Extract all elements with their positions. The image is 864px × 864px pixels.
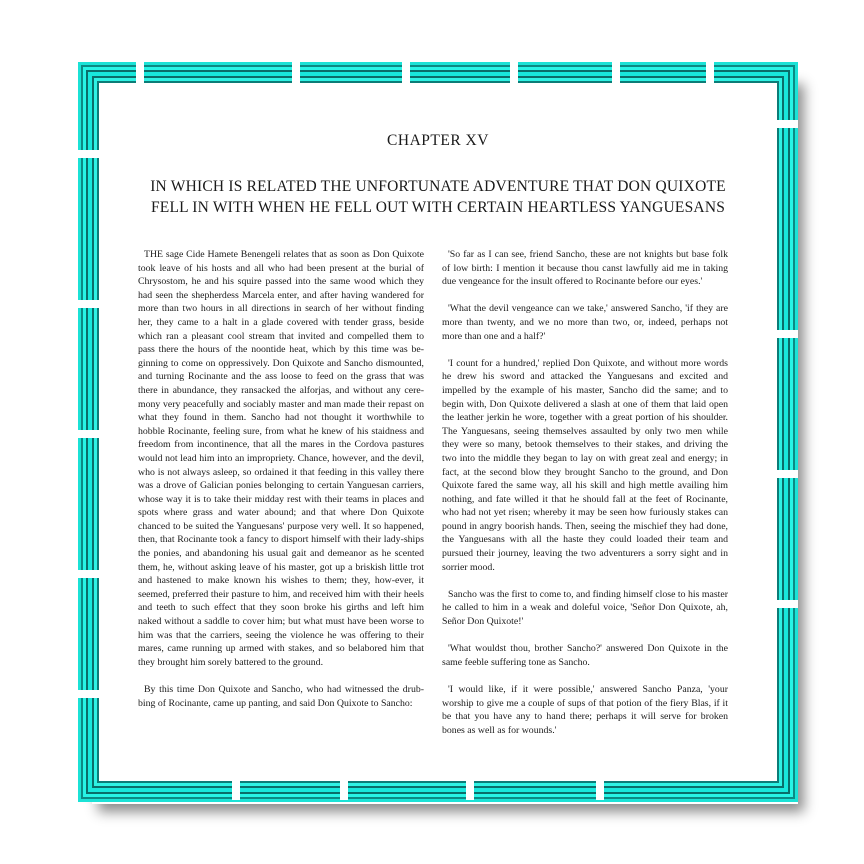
frame-gap [612, 62, 620, 92]
frame-gap [596, 768, 604, 800]
frame-gap [232, 768, 240, 800]
right-text-column [442, 248, 728, 751]
frame-gap [466, 768, 474, 800]
frame-gap [706, 62, 714, 92]
frame-gap [340, 768, 348, 800]
paragraph: 'I would like, if it were possible,' answered Sancho Panza, 'your worship to give me a couple of sups of that potion of the fiery Blas, if it be that you have any to hand there; perhaps it will serve for broken bones as well as for wounds.' [442, 684, 728, 736]
paragraph: 'What wouldst thou, brother Sancho?' answered Don Quixote in the same feeble suffering tone as Sancho. [442, 643, 728, 668]
paragraph: 'I count for a hundred,' replied Don Quixote, and without more words he drew his sword and attacked the Yanguesans and excited and impelled by the example of his master, Sancho did the same; and to begin with, Don Quixote delivered a slash at one of them that laid open the leather jerkin he wore, together with a great portion of his shoulder. The Yanguesans, seeing themselves assaulted by only two men while they were so many, betook themselves to their stakes, and driving the two into the middle they began to lay on with great zeal and energy; in fact, at the second blow they brought Sancho to the ground, and Don Quixote fared the same way, all his skill and high mettle availing him nothing, and fate willed it that he should fall at the feet of Rocinante, who had not yet risen; whereby it may be seen how furiously stakes can pound in angry boorish hands. Then, seeing the mischief they had done, the Yanguesans with all the haste they could loaded their team and pursued their journey, leaving the two adventurers a sorry sight and in sorrier mood. [442, 357, 728, 573]
left-text-column [138, 248, 424, 724]
frame-gap [402, 62, 410, 92]
frame-gap [292, 62, 300, 92]
book-page [108, 92, 768, 772]
paragraph: THE sage Cide Hamete Benengeli relates that as soon as Don Quixote took leave of his hosts and all who had been present at the burial of Chrysostom, he and his squire passed into the same wood which they had seen the shepherdess Marcela enter, and after having wandered for more than two hours in all directions in search of her without finding her, they came to a halt in a glade covered with tender grass, beside which ran a pleasant cool stream that invited and compelled them to pass there the hours of the noontide heat, which by this time was be-ginning to come on oppressively. Don Quixote and Sancho dismounted, and turning Rocinante and the ass loose to feed on the grass that was there in abundance, they ransacked the alforjas, and without any cere-mony very peacefully and sociably master and man made their repast on what they found in them. Sancho had not thought it worthwhile to hobble Rocinante, feeling sure, from what he knew of his staidness and freedom from incontinence, that all the mares in the Cordova pastures would not lead him into an impropriety. Chance, however, and the devil, who is not always asleep, so ordained it that feeding in this valley there was a drove of Galician ponies belonging to certain Yanguesan carriers, whose way it is to take their midday rest with their teams in places and spots where grass and water abound; and that where Don Quixote chanced to be suited the Yanguesans' purpose very well. It so happened, then, that Rocinante took a fancy to disport himself with their lady-ships the ponies, and abandoning his usual gait and demeanor as he scented them, he, without asking leave of his master, got up a briskish little trot and hastened to make known his wishes to them; they, how-ever, it seemed, preferred their pasture to him, and received him with their heels and teeth to such effect that they soon broke his girths and left him naked without a saddle to cover him; but what must have been worse to him was that the carriers, seeing the violence he was offering to their mares, came running up armed with stakes, and so belabored him that they brought him sorely battered to the ground. [138, 249, 424, 668]
chapter-heading: CHAPTER XV [387, 132, 489, 149]
frame-gap [136, 62, 144, 92]
paragraph: 'What the devil vengeance can we take,' answered Sancho, 'if they are more than twenty, and we no more than two, or, indeed, perhaps not more than one and a half?' [442, 303, 728, 342]
paragraph: 'So far as I can see, friend Sancho, these are not knights but base folk of low birth: I mention it because thou canst lawfully aid me in taking due vengeance for the insult offered to Rocinante before our eyes.' [442, 249, 728, 288]
paragraph: Sancho was the first to come to, and finding himself close to his master he called to him in a weak and doleful voice, 'Señor Don Quixote, ah, Señor Don Quixote!' [442, 588, 728, 628]
paragraph: By this time Don Quixote and Sancho, who had witnessed the drub-bing of Rocinante, came up panting, and said Don Quixote to Sancho: [138, 684, 424, 709]
chapter-subtitle: IN WHICH IS RELATED THE UNFORTUNATE ADVENTURE THAT DON QUIXOTE FELL IN WITH WHEN HE FELL OUT WITH CERTAIN HEARTLESS YANGUESANS [150, 178, 726, 216]
frame-gap [510, 62, 518, 92]
